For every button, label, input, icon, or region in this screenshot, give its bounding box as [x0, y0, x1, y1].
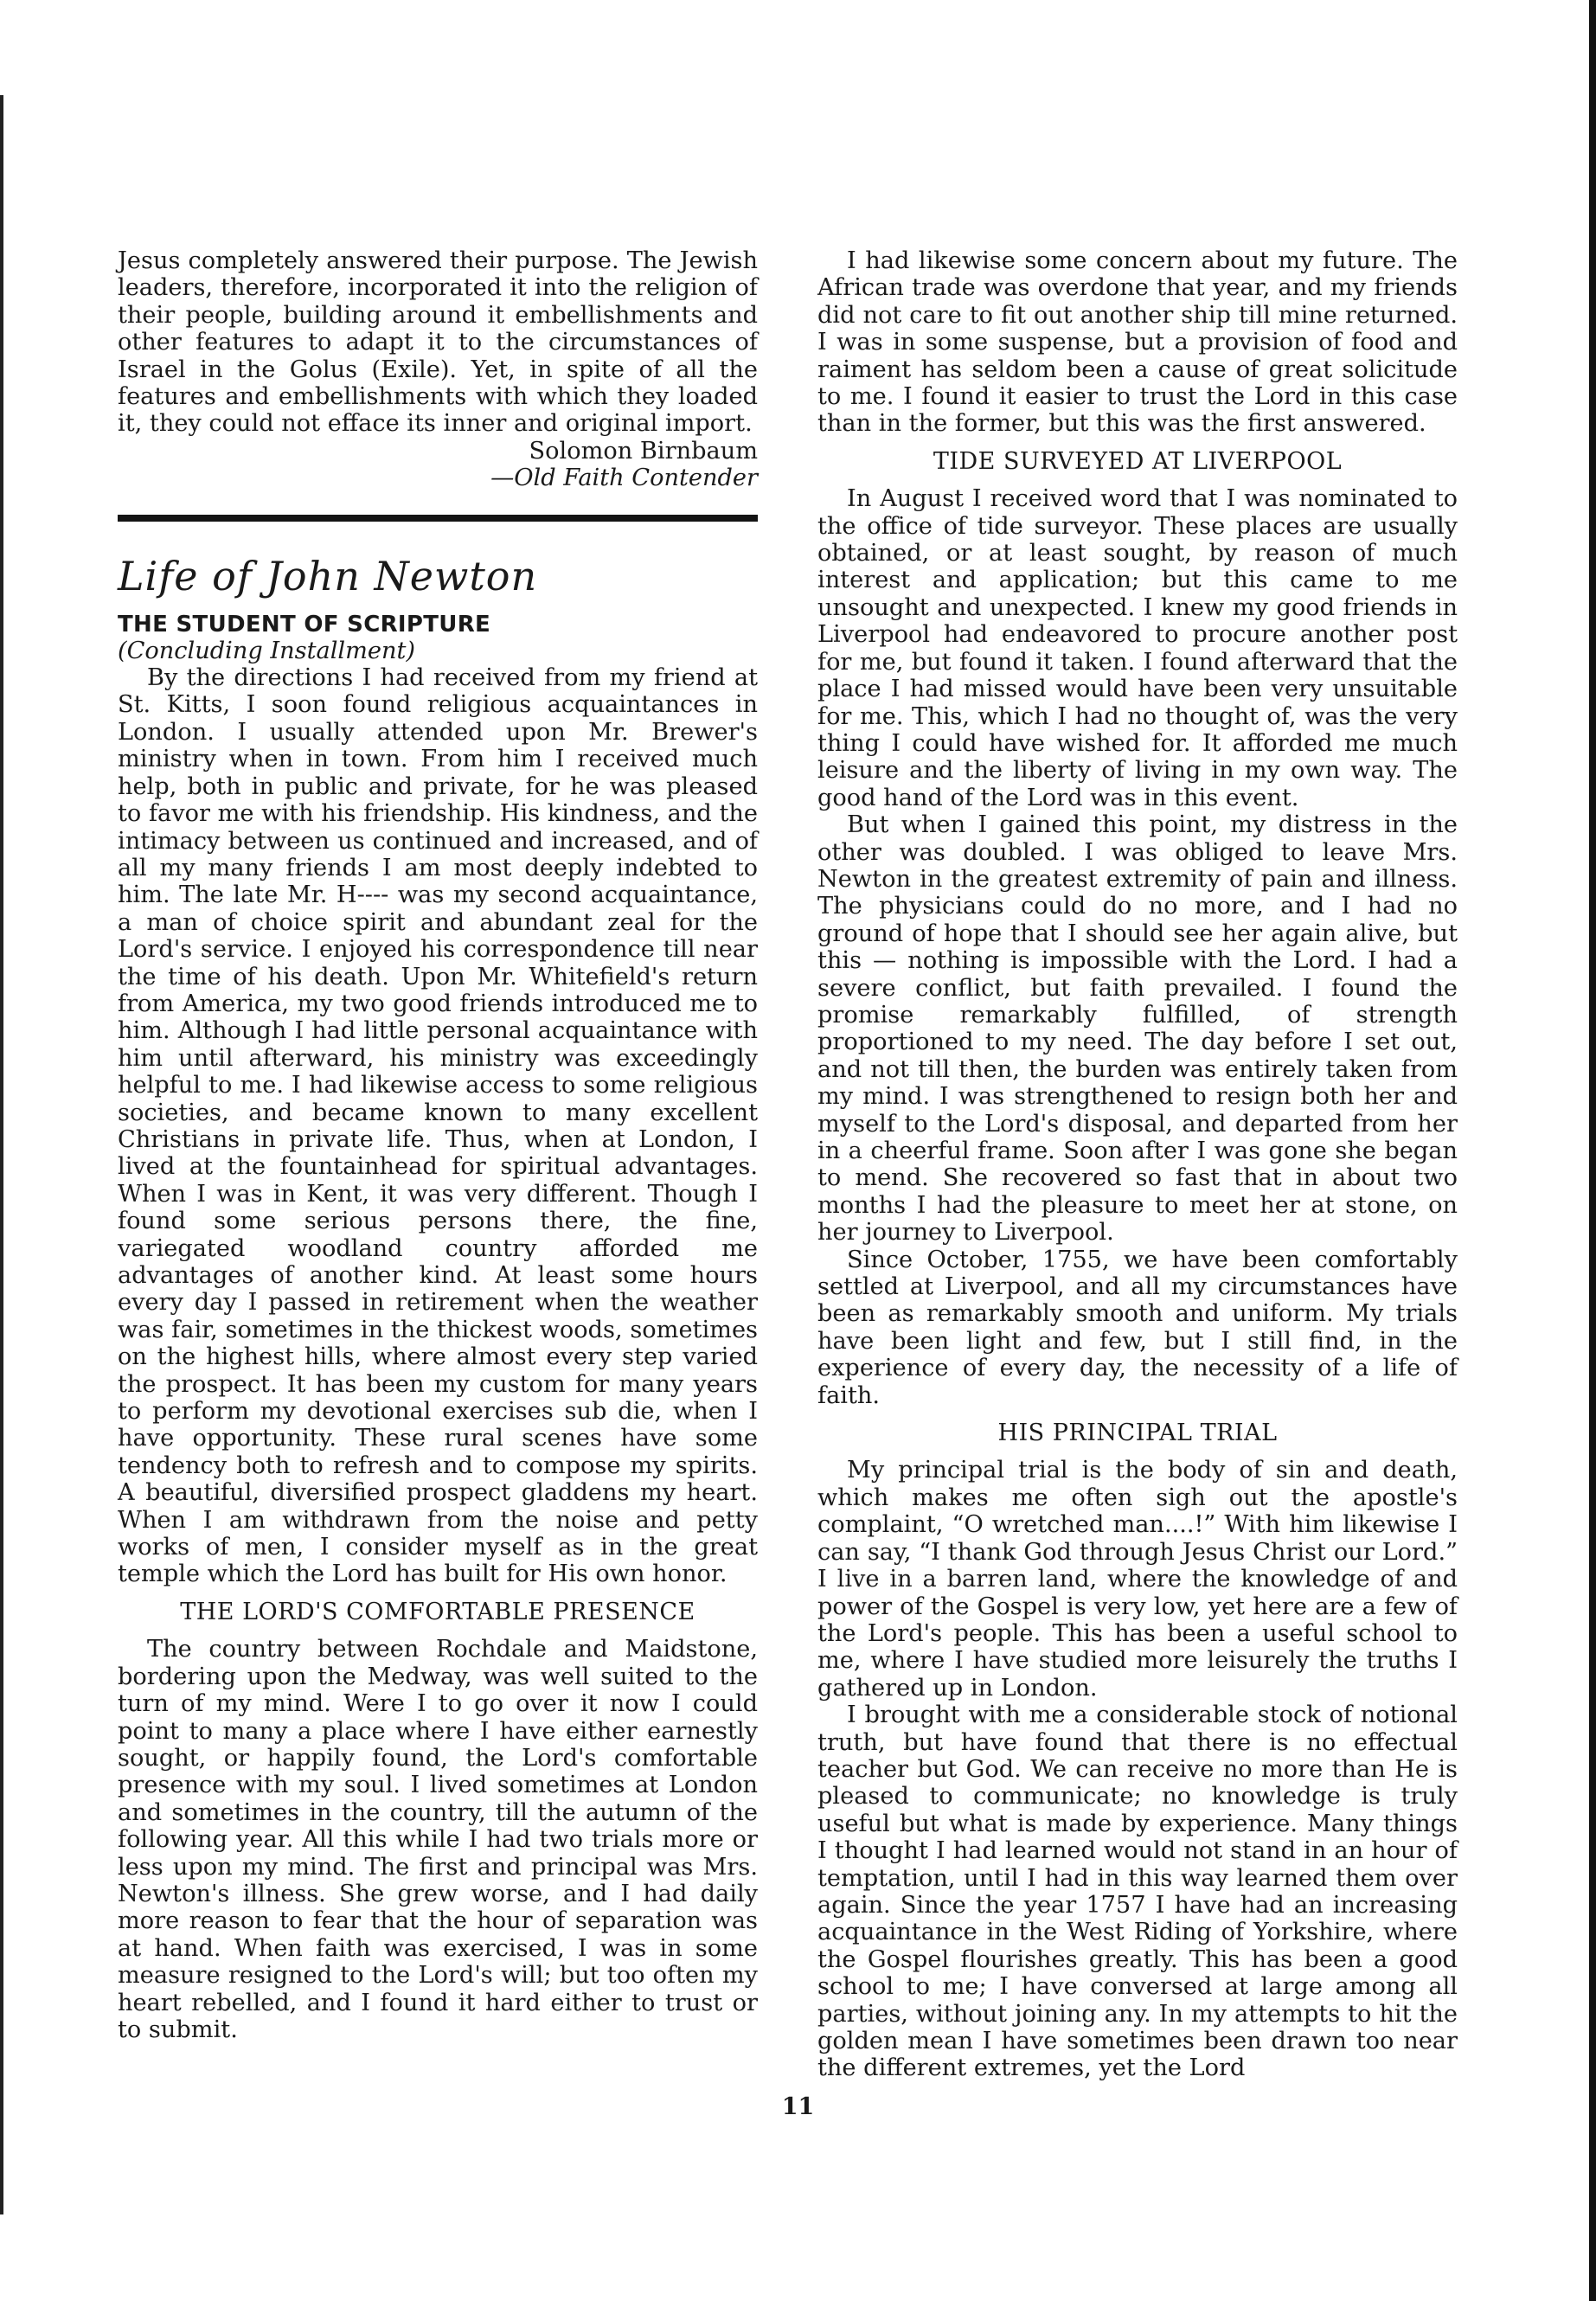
section-divider-rule: [118, 515, 758, 522]
author-name: Solomon Birnbaum: [529, 437, 758, 465]
article-subtitle: THE STUDENT OF SCRIPTURE: [118, 611, 491, 638]
section-heading: TIDE SURVEYED AT LIVERPOOL: [933, 447, 1343, 475]
body-paragraph: I brought with me a considerable stock of notional truth, but have found that there is no effectual teacher but God. We can receive no more than He is pleased to communicate; no knowledge is truly useful but what is made by experience. Many things I thought I had learned would not stand in an hour of temptation, until I had in this way learned them over again. Since the year 1757 I have had an increasing acquaintance in the West Riding of Yorkshire, where the Gospel flourishes greatly. This has been a good school to me; I have conversed at large among all parties, without joining any. In my attempts to hit the golden mean I have sometimes been drawn too near the different extremes, yet the Lord: [817, 1702, 1458, 2082]
installment-note: (Concluding Installment): [118, 637, 416, 664]
body-paragraph: The country between Rochdale and Maidstone, bordering upon the Medway, was well suited to the turn of my mind. Were I to go over it now I could point to many a place where I have either earnestly sought, or happily found, the Lord's comfortable presence with my soul. I lived sometimes at London and sometimes in the country, till the autumn of the following year. All this while I had two trials more or less upon my mind. The first and principal was Mrs. Newton's illness. She grew worse, and I had daily more reason to fear that the hour of separation was at hand. When faith was exercised, I was in some measure resigned to the Lord's will; but too often my heart rebelled, and I found it hard either to trust or to submit.: [118, 1636, 758, 2043]
scan-edge-right: [1589, 0, 1596, 2301]
article-title: Life of John Newton: [118, 552, 538, 599]
body-paragraph: I had likewise some concern about my future. The African trade was overdone that year, and my friends did not care to fit out another ship till mine returned. I was in some suspense, but a provision of food and raiment has seldom been a cause of great solicitude to me. I found it easier to trust the Lord in this case than in the former, but this was the first answered.: [817, 247, 1458, 438]
right-column: [817, 247, 1458, 2082]
scan-edge-left: [0, 95, 3, 2214]
source-attribution: —Old Faith Contender: [490, 465, 758, 492]
body-paragraph: By the directions I had received from my friend at St. Kitts, I soon found religious acquaintances in London. I usually attended upon Mr. Brewer's ministry when in town. From him I received much help, both in public and private, for he was pleased to favor me with his friendship. His kindness, and the intimacy between us continued and increased, and of all my many friends I am most deeply indebted to him. The late Mr. H---- was my second acquaintance, a man of choice spirit and abundant zeal for the Lord's service. I enjoyed his correspondence till near the time of his death. Upon Mr. Whitefield's return from America, my two good friends introduced me to him. Although I had little personal acquaintance with him until afterward, his ministry was exceedingly helpful to me. I had likewise access to some religious societies, and became known to many excellent Christians in private life. Thus, when at London, I lived at the fountainhead for spiritual advantages. When I was in Kent, it was very different. Though I found some serious persons there, the fine, variegated woodland country afforded me advantages of another kind. At least some hours every day I passed in retirement when the weather was fair, sometimes in the thickest woods, sometimes on the highest hills, where almost every step varied the prospect. It has been my custom for many years to perform my devotional exercises sub die, when I have opportunity. These rural scenes have some tendency both to refresh and to compose my spirits. A beautiful, diversified prospect gladdens my heart. When I am withdrawn from the noise and petty works of men, I consider myself as in the great temple which the Lord has built for His own honor.: [118, 664, 758, 1588]
intro-paragraph: Jesus completely answered their purpose. The Jewish leaders, therefore, incorporated it into the religion of their people, building around it embellishments and other features to adapt it to the circumstances of Israel in the Golus (Exile). Yet, in spite of all the features and embellishments with which they loaded it, they could not efface its inner and original import.: [118, 247, 758, 438]
left-column: [118, 247, 758, 2043]
body-paragraph: Since October, 1755, we have been comfortably settled at Liverpool, and all my circumstances have been as remarkably smooth and uniform. My trials have been light and few, but I still find, in the experience of every day, the necessity of a life of faith.: [817, 1246, 1458, 1409]
body-paragraph: But when I gained this point, my distress in the other was doubled. I was obliged to leave Mrs. Newton in the greatest extremity of pain and illness. The physicians could do no more, and I had no ground of hope that I should see her again alive, but this — nothing is impossible with the Lord. I had a severe conflict, but faith prevailed. I found the promise remarkably fulfilled, of strength proportioned to my need. The day before I set out, and not till then, the burden was entirely taken from my mind. I was strengthened to resign both her and myself to the Lord's disposal, and departed from her in a cheerful frame. Soon after I was gone she began to mend. She recovered so fast that in about two months I had the pleasure to meet her at stone, on her journey to Liverpool.: [817, 811, 1458, 1247]
page-number: 11: [781, 2093, 815, 2120]
body-paragraph: My principal trial is the body of sin and death, which makes me often sigh out the apostle's complaint, “O wretched man....!” With him likewise I can say, “I thank God through Jesus Christ our Lord.” I live in a barren land, where the knowledge of and power of the Gospel is very low, yet here are a few of the Lord's people. This has been a useful school to me, where I have studied more leisurely the truths I gathered up in London.: [817, 1457, 1458, 1702]
section-heading: HIS PRINCIPAL TRIAL: [997, 1420, 1278, 1447]
section-heading: THE LORD'S COMFORTABLE PRESENCE: [180, 1598, 695, 1625]
body-paragraph: In August I received word that I was nominated to the office of tide surveyor. These places are usually obtained, or at least sought, by reason of much interest and application; but this came to me unsought and unexpected. I knew my good friends in Liverpool had endeavored to procure another post for me, but found it taken. I found afterward that the place I had missed would have been very unsuitable for me. This, which I had no thought of, was the very thing I could have wished for. It afforded me much leisure and the liberty of living in my own way. The good hand of the Lord was in this event.: [817, 485, 1458, 811]
